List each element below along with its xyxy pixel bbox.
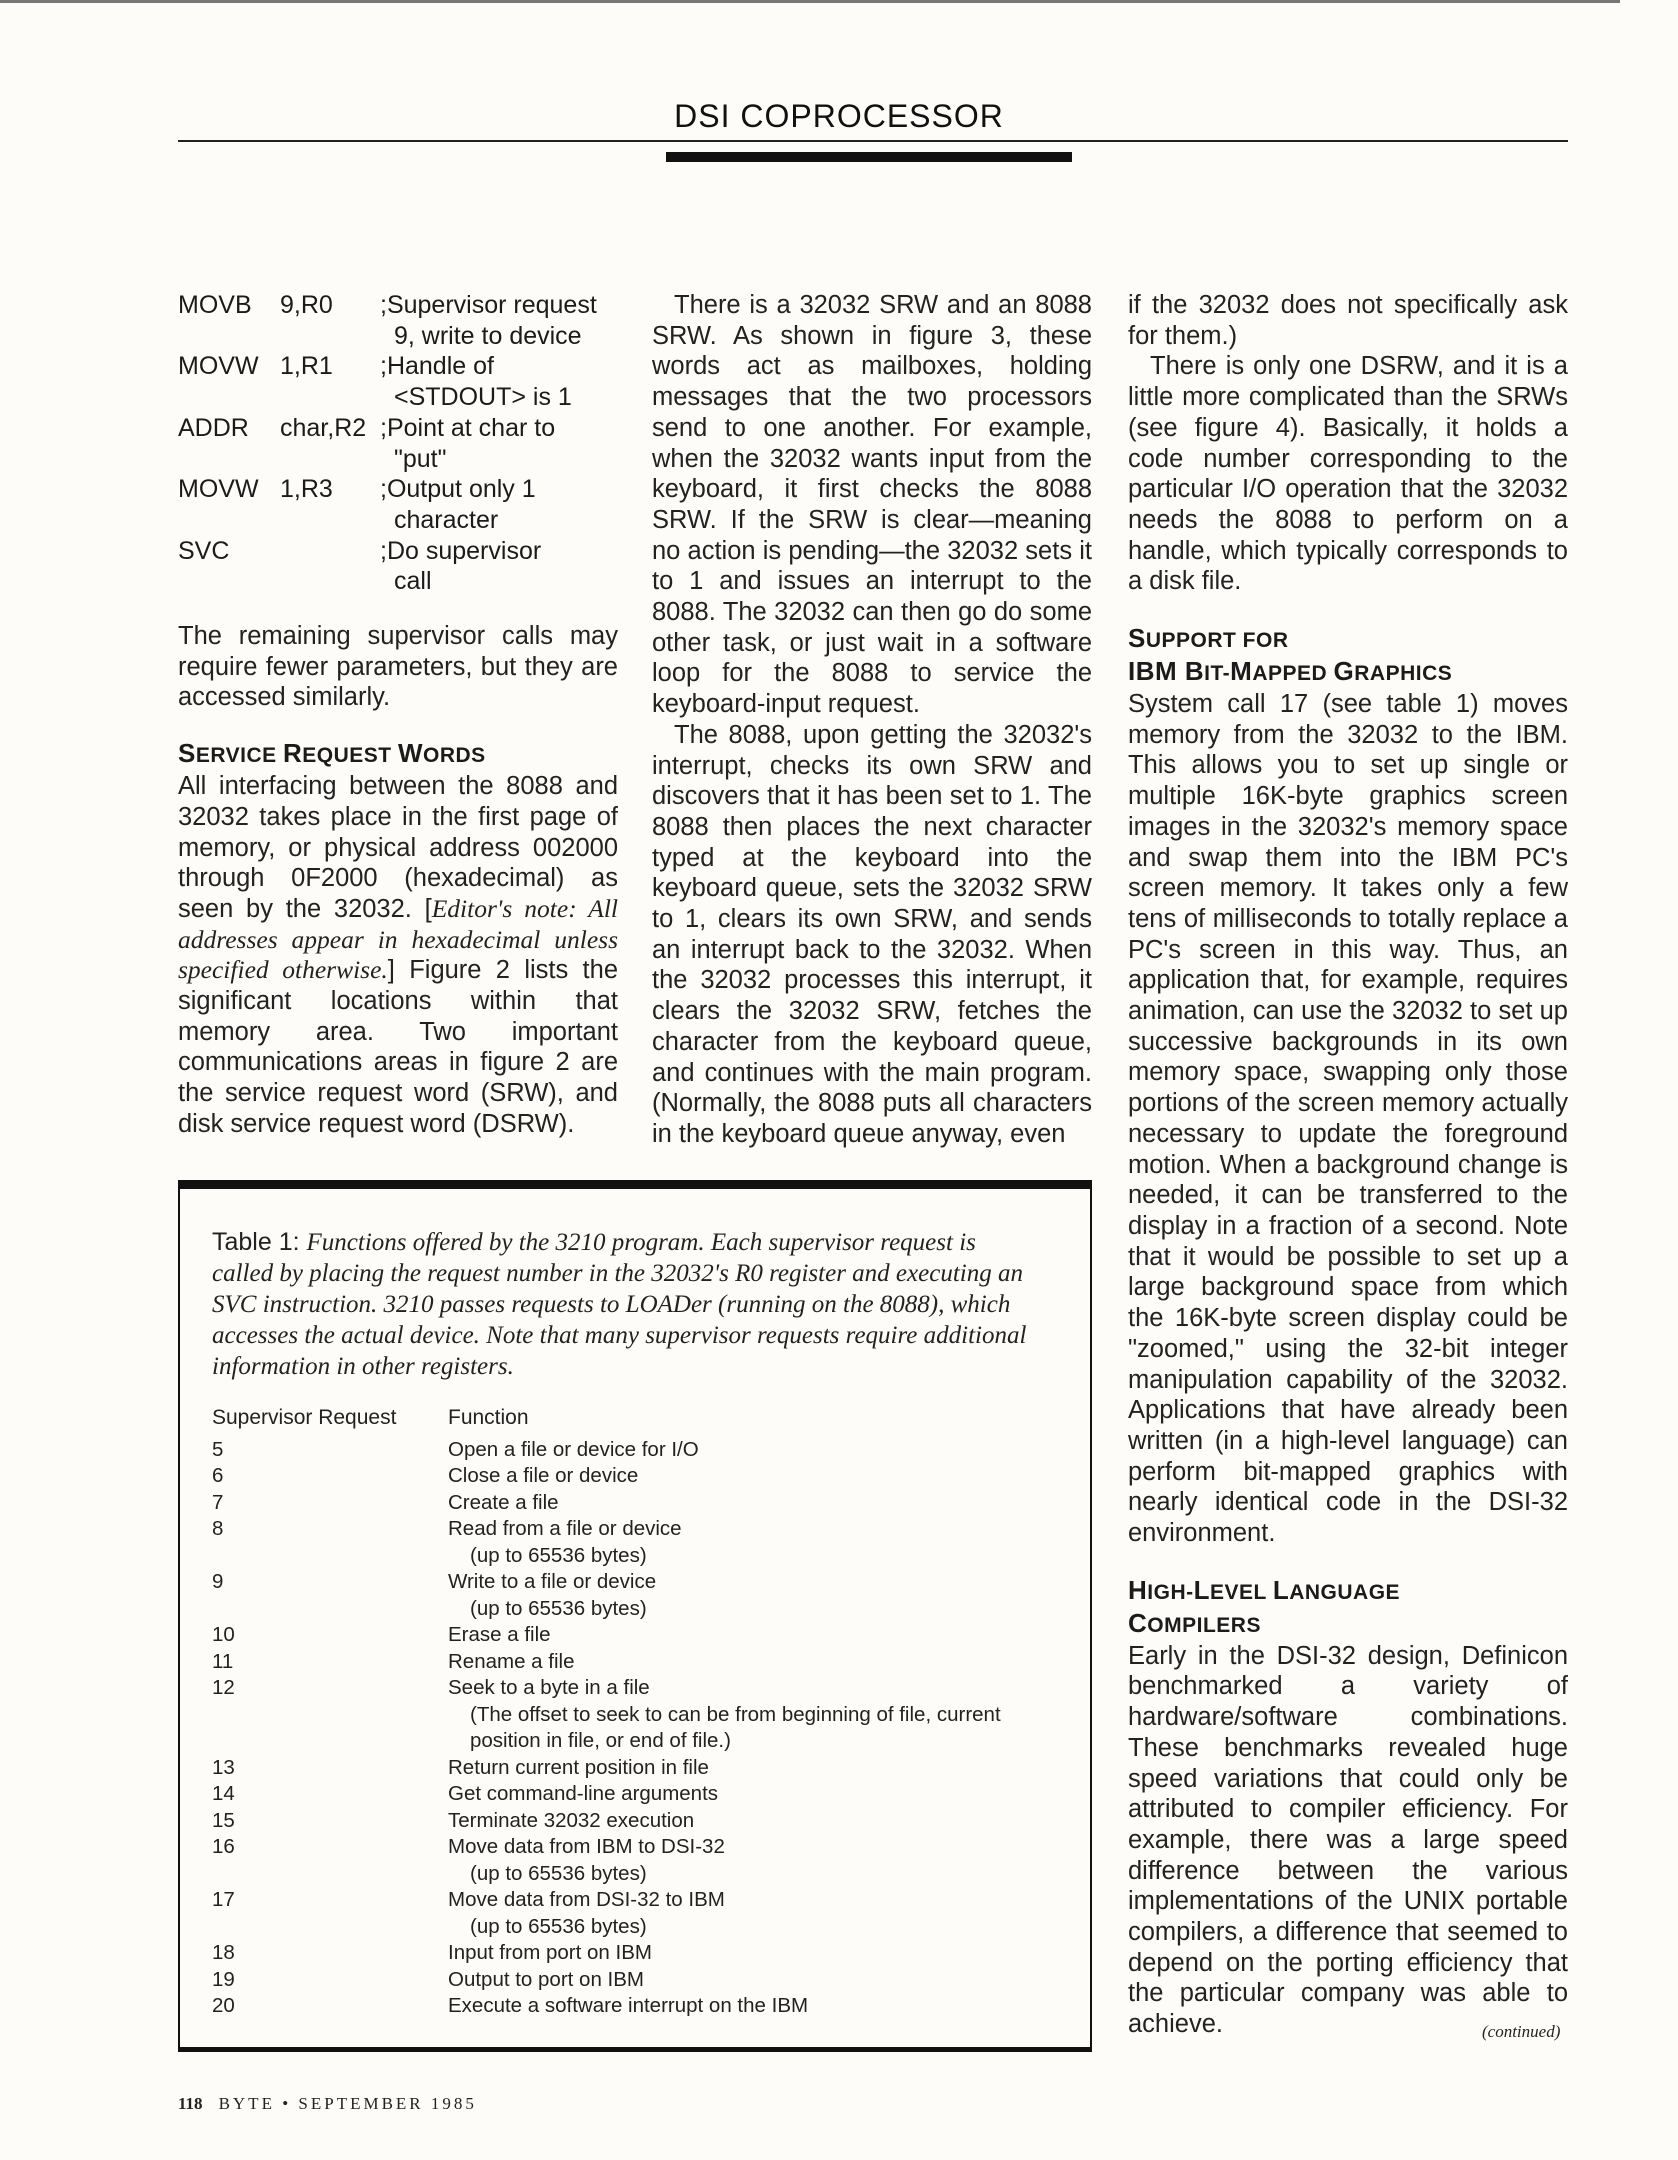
code-comment-line: ;Do supervisor: [380, 536, 542, 565]
code-op: SVC: [178, 536, 230, 565]
code-line: [178, 351, 618, 412]
table-row: [212, 1569, 1052, 1622]
request-number: 19: [212, 1967, 235, 1991]
request-number: 8: [212, 1517, 224, 1540]
code-comment: [380, 290, 618, 351]
request-number: 18: [212, 1941, 235, 1964]
function-cell: [448, 1490, 1052, 1517]
request-number: 9: [212, 1570, 224, 1593]
page-footer: [178, 2094, 477, 2114]
code-comment-cont: call: [394, 567, 432, 596]
function-text: Input from port on IBM: [448, 1941, 652, 1964]
paragraph: [178, 771, 618, 1139]
heading-small: EVEL: [1210, 1580, 1273, 1604]
function-note: (up to 65536 bytes): [470, 1543, 647, 1567]
table-row: [212, 1622, 1052, 1649]
function-cell: [448, 1808, 1052, 1835]
header-rule: [178, 140, 1568, 142]
function-text: Open a file or device for I/O: [448, 1437, 699, 1461]
table-row: [212, 1463, 1052, 1490]
function-text: Move data from IBM to DSI-32: [448, 1835, 725, 1858]
heading-cap: B: [1184, 656, 1205, 687]
heading-line: [1128, 656, 1568, 689]
top-rule: [0, 0, 1620, 3]
heading-cap: R: [283, 738, 303, 769]
function-text: Rename a file: [448, 1649, 575, 1673]
code-comment-cont: "put": [394, 444, 447, 473]
function-cell: [448, 1437, 1052, 1464]
heading-cap: M: [1230, 656, 1253, 687]
function-cell: [448, 1993, 1052, 2020]
table-row: [212, 1781, 1052, 1808]
heading-cap: H: [1128, 1574, 1148, 1605]
code-comment: [380, 413, 618, 474]
footer-text: BYTE • SEPTEMBER 1985: [218, 2094, 477, 2113]
code-comment-cont: 9, write to device: [394, 321, 582, 350]
function-text: Seek to a byte in a file: [448, 1676, 650, 1699]
paragraph: The remaining supervisor calls may require fewer parameters, but they are accessed similarly.: [178, 622, 618, 712]
function-text: Read from a file or device: [448, 1517, 682, 1540]
section-heading-compilers: [1128, 1575, 1568, 1641]
code-line: [178, 536, 618, 597]
paragraph: There is a 32032 SRW and an 8088 SRW. As shown in figure 3, these words act as mailboxes, holding messages that the two processors send to one another. For example, when the 32032 wants input from the keyboard, it first checks the 8088 SRW. If the SRW is clear—meaning no action is pending—the 32032 sets it to 1 and issues an interrupt to the 8088. The 32032 can then go do some other task, or just wait in a software loop for the 8088 to service the keyboard-input request.: [652, 291, 1092, 719]
request-number: 10: [212, 1623, 235, 1646]
code-comment: [380, 474, 618, 535]
function-text: Move data from DSI-32 to IBM: [448, 1888, 725, 1911]
code-comment-cont: <STDOUT> is 1: [394, 383, 572, 412]
code-arg: 1,R3: [280, 475, 333, 504]
function-table: [212, 1405, 1052, 2020]
code-line: [178, 290, 618, 351]
request-number: 7: [212, 1490, 224, 1514]
function-text: Write to a file or device: [448, 1570, 657, 1593]
heading-line: [1128, 1575, 1568, 1608]
code-op: MOVW: [178, 475, 259, 504]
function-note: (up to 65536 bytes): [470, 1914, 647, 1938]
request-number: 16: [212, 1835, 235, 1858]
request-number: 20: [212, 1994, 235, 2017]
function-cell: [448, 1887, 1052, 1940]
code-arg: char,R2: [280, 413, 367, 442]
heading-cap: G: [1333, 656, 1355, 687]
function-cell: [448, 1622, 1052, 1649]
paragraph: if the 32032 does not specifically ask for them.): [1128, 291, 1568, 350]
function-note: (up to 65536 bytes): [470, 1596, 647, 1620]
running-header: DSI COPROCESSOR: [674, 98, 1004, 134]
function-note: (The offset to seek to can be from beginning of file, current position in file, or end of file.): [470, 1702, 1001, 1752]
function-text: Output to port on IBM: [448, 1967, 644, 1991]
request-number: 6: [212, 1464, 224, 1487]
function-cell: [448, 1569, 1052, 1622]
heading-cap: W: [397, 738, 424, 769]
code-arg: 1,R1: [280, 352, 333, 381]
code-comment-line: ;Supervisor request: [380, 291, 597, 319]
heading-cap: C: [1128, 1607, 1148, 1638]
caption-lead: Table 1:: [212, 1228, 307, 1256]
code-op: MOVW: [178, 352, 259, 381]
table-row: [212, 1993, 1052, 2020]
heading-small: OMPILERS: [1147, 1613, 1261, 1637]
table-row: [212, 1516, 1052, 1569]
column-3: [1128, 290, 1568, 2040]
request-number: 14: [212, 1782, 235, 1805]
table-header-row: [212, 1405, 1052, 1432]
paragraph: There is only one DSRW, and it is a little more complicated than the SRWs (see figure 4). Basically, it holds a code number corresponding to the particular I/O operation that the 32032 needs the 8088 to perform on a handle, which typically corresponds to a disk file.: [1128, 352, 1568, 596]
request-number: 5: [212, 1437, 224, 1461]
function-text: Execute a software interrupt on the IBM: [448, 1994, 809, 2017]
table-row: [212, 1675, 1052, 1755]
code-comment: [380, 351, 618, 412]
heading-small: UPPORT FOR: [1145, 629, 1289, 653]
code-line: [178, 413, 618, 474]
heading-small: IGH-: [1147, 1580, 1194, 1604]
heading-small: EQUEST: [302, 744, 398, 768]
function-note: (up to 65536 bytes): [470, 1861, 647, 1885]
table-body: [212, 1437, 1052, 2020]
function-cell: [448, 1516, 1052, 1569]
column-2: [652, 290, 1092, 1150]
table-caption: [212, 1227, 1042, 1382]
request-number: 11: [212, 1649, 234, 1673]
column-1: [178, 290, 618, 1140]
paragraph: System call 17 (see table 1) moves memory from the 32032 to the IBM. This allows you to set up single or multiple 16K-byte graphics screen images in the 32032's memory space and swap them into the IBM PC's screen memory. It takes only a few tens of milliseconds to totally replace a PC's screen in this way. Thus, an application that, for example, requires animation, can use the 32032 to set up successive backgrounds in its own memory space, swapping only those portions of the screen memory actually necessary to update the foreground motion. When a background change is needed, it can be transferred to the display in a fraction of a second. Note that it would be possible to set up a large background space from which the 16K-byte screen display could be "zoomed," using the 32-bit integer manipulation capability of the 32032. Applications that have already been written (in a high-level language) can perform bit-mapped graphics with nearly identical code in the DSI-32 environment.: [1128, 690, 1568, 1548]
header-bar: [666, 152, 1072, 162]
function-text: Erase a file: [448, 1623, 551, 1646]
table-row: [212, 1649, 1052, 1676]
heading-cap: S: [1128, 623, 1146, 654]
code-op: MOVB: [178, 291, 252, 319]
paragraph-text: ] Figure 2 lists the significant locations within that memory area. Two important communications areas in figure 2 are the service request word (SRW), and disk service request word (DSRW).: [178, 956, 619, 1138]
heading-small: ORDS: [423, 744, 486, 768]
heading-line: [1128, 1608, 1568, 1641]
function-cell: [448, 1967, 1052, 1994]
code-listing: [178, 290, 618, 597]
function-cell: [448, 1940, 1052, 1967]
function-cell: [448, 1781, 1052, 1808]
function-text: Get command-line arguments: [448, 1782, 719, 1805]
code-line: [178, 474, 618, 535]
paragraph-text: All interfacing between the 8088 and 32032 takes place in the first page of memory, or physical address 002000 through 0F2000 (hexadecimal) as seen by the 32032. [: [178, 772, 618, 923]
function-cell: [448, 1834, 1052, 1887]
request-number: 17: [212, 1888, 235, 1911]
code-arg: [280, 536, 380, 597]
function-text: Close a file or device: [448, 1464, 639, 1487]
table-row: [212, 1755, 1052, 1782]
caption-body: Functions offered by the 3210 program. Each supervisor request is called by placing the request number in the 32032's R0 register and executing an SVC instruction. 3210 passes requests to LOADer (running on the 8088), which accesses the actual device. Note that many supervisor requests require additional information in other registers.: [212, 1229, 1027, 1380]
function-text: Return current position in file: [448, 1755, 709, 1779]
heading-small: IT-: [1204, 662, 1231, 686]
heading-cap: L: [1272, 1574, 1290, 1605]
section-heading-service-request-words: [178, 738, 618, 771]
heading-small: RAPHICS: [1354, 662, 1453, 686]
code-op: ADDR: [178, 413, 249, 442]
heading-cap: IBM: [1128, 656, 1185, 687]
table-row: [212, 1834, 1052, 1887]
table-row: [212, 1967, 1052, 1994]
code-comment-line: ;Output only 1: [380, 475, 536, 504]
function-cell: [448, 1675, 1052, 1755]
heading-small: ERVICE: [195, 744, 283, 768]
code-arg: 9,R0: [280, 291, 333, 319]
request-number: 12: [212, 1676, 235, 1699]
code-comment-line: ;Handle of: [380, 352, 494, 381]
request-number: 13: [212, 1755, 235, 1779]
editor-note: Editor's note: All addresses appear in hexadecimal unless specified otherwise.: [178, 893, 619, 985]
code-comment: [380, 536, 618, 597]
paragraph: Early in the DSI-32 design, Definicon benchmarked a variety of hardware/software combinations. These benchmarks revealed huge speed variations that could only be attributed to compiler efficiency. For example, there was a large speed difference between the various implementations of the UNIX portable compilers, a difference that seemed to depend on the porting efficiency that the particular company was able to achieve.: [1128, 1641, 1568, 2039]
section-heading-bitmapped-graphics: [1128, 623, 1568, 689]
function-text: Terminate 32032 execution: [448, 1808, 695, 1832]
function-cell: [448, 1463, 1052, 1490]
heading-small: ANGUAGE: [1289, 1580, 1401, 1604]
function-cell: [448, 1755, 1052, 1782]
paragraph: The 8088, upon getting the 32032's interrupt, checks its own SRW and discovers that it has been set to 1. The 8088 then places the next character typed at the keyboard into the keyboard queue, sets the 32032 SRW to 1, clears its own SRW, and sends an interrupt back to the 32032. When the 32032 processes this interrupt, it clears the 32032 SRW, fetches the character from the keyboard queue, and continues with the main program. (Normally, the 8088 puts all characters in the keyboard queue anyway, even: [652, 720, 1092, 1148]
function-text: Create a file: [448, 1490, 559, 1514]
code-comment-line: ;Point at char to: [380, 413, 556, 442]
code-comment-cont: character: [394, 505, 499, 534]
continued-note: (continued): [1482, 2022, 1561, 2041]
heading-cap: L: [1193, 1574, 1210, 1605]
table-row: [212, 1808, 1052, 1835]
column-header-function: Function: [448, 1406, 529, 1429]
table-row: [212, 1437, 1052, 1464]
page-number: 118: [178, 2094, 203, 2113]
heading-line: [1128, 623, 1568, 656]
request-number: 15: [212, 1808, 235, 1832]
function-cell: [448, 1649, 1052, 1676]
column-header-request: Supervisor Request: [212, 1406, 397, 1429]
heading-small: APPED: [1252, 662, 1334, 686]
table-1: [178, 1180, 1092, 2052]
table-row: [212, 1940, 1052, 1967]
table-row: [212, 1887, 1052, 1940]
table-row: [212, 1490, 1052, 1517]
heading-cap: S: [178, 738, 196, 769]
